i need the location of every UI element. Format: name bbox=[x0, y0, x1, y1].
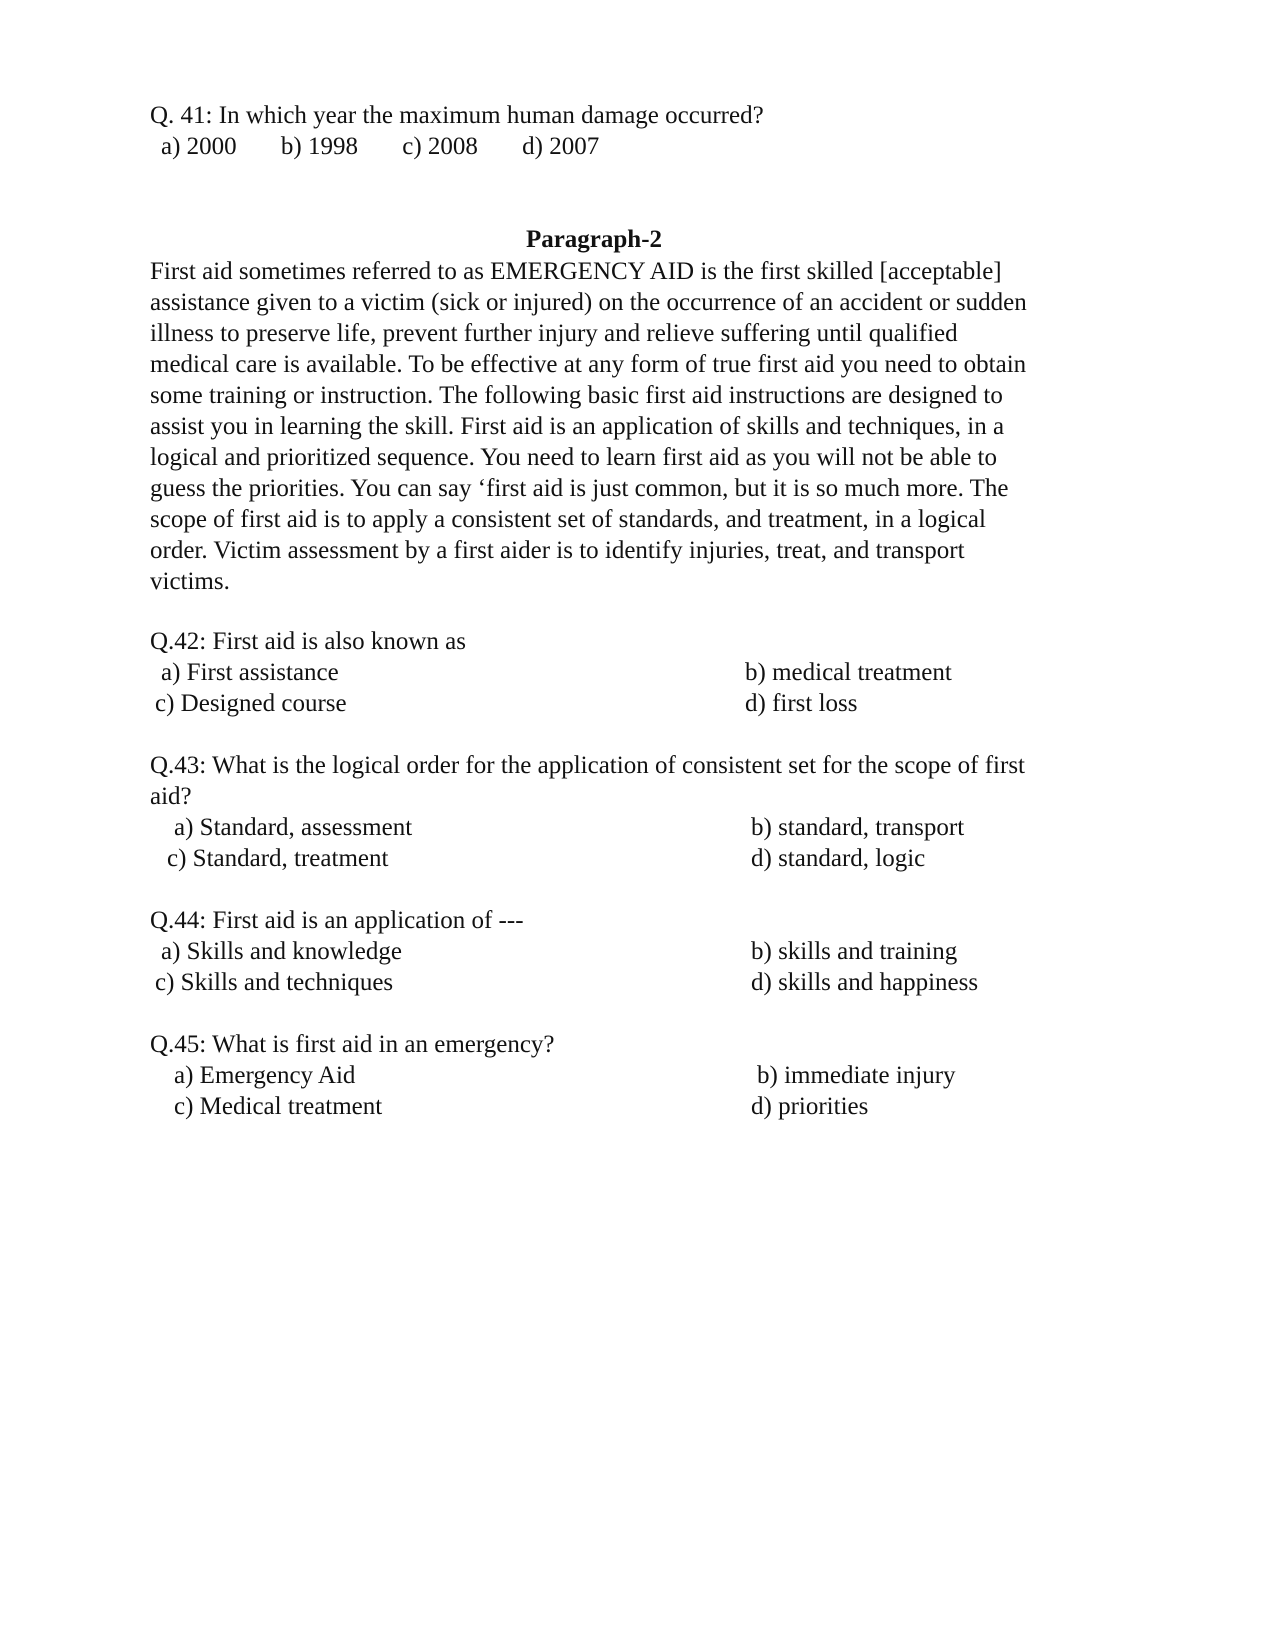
q43-option-d: d) standard, logic bbox=[751, 845, 926, 872]
paragraph-line: some training or instruction. The following basic first aid instructions are designed to bbox=[150, 382, 1003, 409]
paragraph-line: logical and prioritized sequence. You need to learn first aid as you will not be able to bbox=[150, 444, 997, 471]
paragraph-line: guess the priorities. You can say ‘first aid is just common, but it is so much more. The bbox=[150, 475, 1009, 502]
q41-option-b: b) 1998 bbox=[280, 133, 358, 160]
paragraph-line: First aid sometimes referred to as EMERGENCY AID is the first skilled [acceptable] bbox=[150, 258, 1002, 285]
q44-question: Q.44: First aid is an application of --- bbox=[150, 907, 524, 934]
q41-options bbox=[161, 132, 637, 162]
q42-option-b: b) medical treatment bbox=[745, 659, 952, 686]
paragraph-line: order. Victim assessment by a first aider is to identify injuries, treat, and transport bbox=[150, 537, 965, 564]
paragraph-body bbox=[150, 256, 1130, 597]
q41-option-d: d) 2007 bbox=[522, 133, 600, 160]
q45-option-c: c) Medical treatment bbox=[174, 1093, 383, 1120]
paragraph-line: medical care is available. To be effective at any form of true first aid you need to obtain bbox=[150, 351, 1027, 378]
q41-question: Q. 41: In which year the maximum human damage occurred? bbox=[150, 102, 764, 129]
q42-option-d: d) first loss bbox=[745, 690, 858, 717]
q45-question: Q.45: What is first aid in an emergency? bbox=[150, 1031, 555, 1058]
q43-question-line1: Q.43: What is the logical order for the application of consistent set for the scope of first bbox=[150, 752, 1025, 779]
q44-option-d: d) skills and happiness bbox=[751, 969, 979, 996]
q44-option-c: c) Skills and techniques bbox=[155, 969, 394, 996]
q45-option-a: a) Emergency Aid bbox=[174, 1062, 356, 1089]
paragraph-line: illness to preserve life, prevent further injury and relieve suffering until qualified bbox=[150, 320, 958, 347]
q43-option-c: c) Standard, treatment bbox=[167, 845, 389, 872]
q43-option-b: b) standard, transport bbox=[751, 814, 965, 841]
paragraph-line: assistance given to a victim (sick or injured) on the occurrence of an accident or sudden bbox=[150, 289, 1027, 316]
q42-question: Q.42: First aid is also known as bbox=[150, 628, 466, 655]
q44-option-b: b) skills and training bbox=[751, 938, 958, 965]
q43-question-line2: aid? bbox=[150, 783, 192, 810]
paragraph-line: assist you in learning the skill. First aid is an application of skills and techniques, in a bbox=[150, 413, 1005, 440]
q41-option-c: c) 2008 bbox=[402, 133, 478, 160]
paragraph-line: scope of first aid is to apply a consistent set of standards, and treatment, in a logical bbox=[150, 506, 986, 533]
paragraph-heading: Paragraph-2 bbox=[525, 226, 663, 253]
q45-option-d: d) priorities bbox=[751, 1093, 869, 1120]
q42-option-c: c) Designed course bbox=[155, 690, 347, 717]
q43-option-a: a) Standard, assessment bbox=[174, 814, 413, 841]
q44-option-a: a) Skills and knowledge bbox=[161, 938, 402, 965]
paragraph-line: victims. bbox=[150, 568, 230, 595]
q42-option-a: a) First assistance bbox=[161, 659, 339, 686]
q45-option-b: b) immediate injury bbox=[757, 1062, 956, 1089]
q41-option-a: a) 2000 bbox=[161, 133, 237, 160]
